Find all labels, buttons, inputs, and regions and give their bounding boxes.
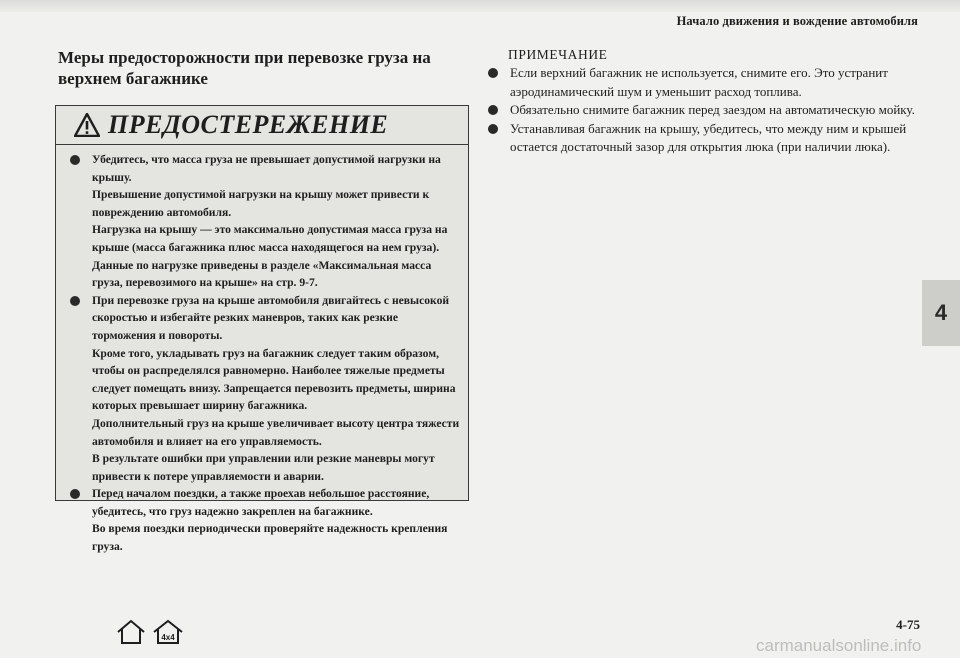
warning-paragraph: Данные по нагрузке приведены в разделе «Максимальная масса груза, перевозимого на крыше» на стр. 9-7. (92, 258, 432, 290)
warning-box (55, 105, 469, 554)
warning-item (56, 292, 462, 486)
watermark: carmanualsonline.info (756, 636, 922, 655)
warning-paragraph: Дополнительный груз на крыше увеличивает высоту центра тяжести автомобиля и влияет на его управляемость. (92, 416, 460, 448)
warning-item (56, 151, 462, 292)
top-band (0, 0, 960, 12)
warning-item (56, 485, 462, 555)
note-title: ПРИМЕЧАНИЕ (508, 47, 608, 62)
warning-paragraph: Кроме того, укладывать груз на багажник следует таким образом, чтобы он распределялся равномерно. Наиболее тяжелые предметы следует помещать внизу. Запрещается перевозить предметы, ширина которых превышает ширину багажника. (92, 346, 456, 413)
warning-paragraph: Во время поездки периодически проверяйте надежность крепления груза. (92, 522, 448, 554)
note-text: Устанавливая багажник на крышу, убедитесь, что между ним и крышей остается достаточный зазор для открытия люка (при наличии люка). (510, 120, 907, 154)
warning-header (56, 106, 468, 145)
running-header: Начало движения и вождение автомобиля (676, 14, 918, 28)
house-icon (116, 619, 146, 645)
chapter-tab: 4 (922, 280, 960, 346)
note-text: Обязательно снимите багажник перед заездом на автоматическую мойку. (510, 102, 915, 117)
note-list (506, 64, 916, 157)
section-title: Меры предосторожности при перевозке груза на верхнем багажнике (58, 48, 431, 88)
bullet-icon (488, 68, 498, 78)
warning-paragraph: Превышение допустимой нагрузки на крышу может привести к повреждению автомобиля. (92, 188, 430, 219)
icon-badge-text: 4x4 (161, 633, 175, 642)
note-item (506, 120, 916, 157)
note-item (506, 101, 916, 120)
bottom-icons (116, 619, 184, 645)
warning-triangle-icon (74, 113, 100, 137)
house-4x4-icon (152, 619, 184, 645)
warning-paragraph: Нагрузка на крышу — это максимально допустимая масса груза на крыше (масса багажника плюс масса находящегося на нем груза). (92, 223, 448, 254)
warning-paragraph: Убедитесь, что масса груза не превышает допустимой нагрузки на крышу. (92, 153, 441, 184)
warning-paragraph: При перевозке груза на крыше автомобиля двигайтесь с невысокой скоростью и избегайте резких маневров, таких как резкие торможения и повороты. (92, 293, 450, 342)
note-item (506, 64, 916, 101)
note-text: Если верхний багажник не используется, снимите его. Это устранит аэродинамический шум и уменьшит расход топлива. (510, 65, 888, 99)
warning-list (56, 145, 468, 556)
bullet-icon (488, 105, 498, 115)
warning-paragraph: В результате ошибки при управлении или резкие маневры могут привести к потере управляемости и аварии. (92, 452, 435, 483)
page-number: 4-75 (896, 617, 920, 632)
bullet-icon (488, 124, 498, 134)
warning-title: ПРЕДОСТЕРЕЖЕНИЕ (108, 110, 389, 139)
warning-paragraph: Перед началом поездки, а также проехав небольшое расстояние, убедитесь, что груз надежно закреплен на багажнике. (92, 487, 430, 518)
